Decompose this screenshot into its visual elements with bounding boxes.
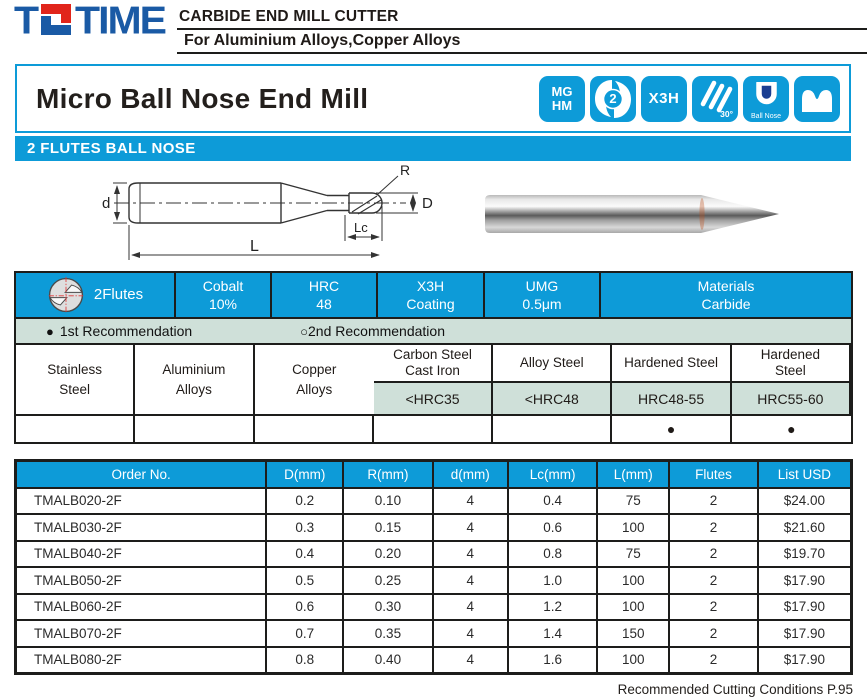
lc-cell: 0.4: [508, 488, 597, 515]
flutes-cell: 2: [669, 567, 758, 594]
table-row: [16, 541, 852, 568]
page-header: [0, 0, 867, 54]
l-cell: 100: [597, 594, 669, 621]
feature-badges: [539, 76, 840, 122]
lc-cell: 1.0: [508, 567, 597, 594]
shank-cell: 4: [433, 567, 508, 594]
brand-logo: [14, 2, 165, 40]
dot-aluminium: ●: [612, 416, 731, 442]
hrc-range-hardened-2: HRC55-60: [732, 383, 851, 416]
dim-label-d: d: [102, 195, 111, 212]
spec-materials-line1: Materials: [697, 277, 755, 294]
table-row: [16, 594, 852, 621]
order-no-cell: TMALB040-2F: [16, 541, 267, 568]
material-copper-alloys: Copper Alloys: [255, 345, 374, 416]
d-cell: 0.4: [266, 541, 343, 568]
spec-cell-cobalt: [176, 273, 272, 317]
lc-cell: 1.4: [508, 620, 597, 647]
tool-photo: [482, 191, 787, 237]
spec-coating-line2: Coating: [406, 296, 455, 312]
col-header-order-no: Order No.: [16, 461, 267, 488]
dot-hardened-2: [374, 416, 493, 442]
l-cell: 100: [597, 647, 669, 674]
d-cell: 0.8: [266, 647, 343, 674]
order-no-cell: TMALB060-2F: [16, 594, 267, 621]
spec-cell-materials: [601, 273, 851, 317]
lc-cell: 0.8: [508, 541, 597, 568]
col-header-shank-mm: d(mm): [433, 461, 508, 488]
r-cell: 0.20: [343, 541, 432, 568]
badge-helix-angle-text: 30°: [720, 108, 733, 119]
dimension-drawing: [100, 163, 450, 267]
l-cell: 100: [597, 567, 669, 594]
material-carbon-steel: Carbon Steel Cast Iron: [374, 345, 493, 383]
badge-ball-nose-caption: Ball Nose: [751, 112, 781, 120]
product-title-box: [15, 64, 851, 133]
material-alloy-steel: Alloy Steel: [493, 345, 612, 383]
flutes-cell: 2: [669, 594, 758, 621]
legend-second-label: 2nd Recommendation: [308, 323, 445, 339]
spec-hrc-line1: HRC: [308, 277, 340, 294]
ball-nose-cup-icon: [748, 82, 784, 110]
spec-umg-line2: 0.5μm: [522, 296, 562, 312]
spec-cobalt-line1: Cobalt: [202, 277, 244, 294]
recommendation-legend: [16, 317, 851, 343]
flutes-cell: 2: [669, 647, 758, 674]
shank-cell: 4: [433, 514, 508, 541]
spec-umg-line1: UMG: [525, 277, 559, 294]
shank-cell: 4: [433, 647, 508, 674]
badge-flute-count-number: 2: [609, 91, 617, 106]
logo-o-mark-icon: [41, 4, 71, 35]
material-aluminium-alloys: Aluminium Alloys: [135, 345, 254, 416]
l-cell: 150: [597, 620, 669, 647]
d-cell: 0.6: [266, 594, 343, 621]
order-no-cell: TMALB020-2F: [16, 488, 267, 515]
product-table: [14, 459, 853, 675]
logo-text-suffix: TIME: [75, 0, 165, 42]
l-cell: 75: [597, 488, 669, 515]
diagram-section: [14, 161, 853, 269]
spec-cell-umg: [485, 273, 601, 317]
badge-profile-shape: [794, 76, 840, 122]
order-no-cell: TMALB030-2F: [16, 514, 267, 541]
material-stainless-steel: Stainless Steel: [16, 345, 135, 416]
spec-flutes-label: 2Flutes: [93, 286, 144, 304]
order-no-cell: TMALB050-2F: [16, 567, 267, 594]
price-cell: $17.90: [758, 594, 852, 621]
dot-carbon: [16, 416, 135, 442]
filled-dot-icon: ●: [46, 323, 54, 339]
shank-cell: 4: [433, 541, 508, 568]
spec-cell-hrc: [272, 273, 378, 317]
price-cell: $17.90: [758, 620, 852, 647]
hrc-range-carbon: <HRC35: [374, 383, 493, 416]
spec-header-row: [16, 273, 851, 317]
d-cell: 0.5: [266, 567, 343, 594]
col-header-d-mm: D(mm): [266, 461, 343, 488]
spec-cell-flutes: [16, 273, 176, 317]
r-cell: 0.15: [343, 514, 432, 541]
legend-second-recommendation: [300, 323, 445, 339]
badge-coating-x3h: [641, 76, 687, 122]
spec-cobalt-line2: 10%: [208, 296, 238, 312]
flutes-cell: 2: [669, 488, 758, 515]
dim-label-r: R: [400, 163, 411, 178]
flutes-cell: 2: [669, 541, 758, 568]
materials-grid: [16, 343, 851, 442]
shank-cell: 4: [433, 594, 508, 621]
lc-cell: 1.6: [508, 647, 597, 674]
spec-coating-line1: X3H: [416, 277, 445, 294]
price-cell: $24.00: [758, 488, 852, 515]
tagline-primary: CARBIDE END MILL CUTTER: [177, 2, 867, 30]
r-cell: 0.30: [343, 594, 432, 621]
badge-helix-angle: [692, 76, 738, 122]
series-subtitle-bar: [15, 136, 851, 161]
spec-materials-table: [14, 271, 853, 444]
r-cell: 0.35: [343, 620, 432, 647]
badge-material-mghm: [539, 76, 585, 122]
lc-cell: 0.6: [508, 514, 597, 541]
two-flute-endview-icon: [47, 276, 85, 314]
spec-hrc-line2: 48: [316, 296, 332, 312]
logo-text-prefix: T: [14, 0, 38, 42]
dot-stainless: [493, 416, 612, 442]
hrc-range-alloy: <HRC48: [493, 383, 612, 416]
material-hardened-steel-1: Hardened Steel: [612, 345, 731, 383]
r-cell: 0.10: [343, 488, 432, 515]
hollow-dot-icon: ○: [300, 323, 309, 339]
col-header-r-mm: R(mm): [343, 461, 432, 488]
d-cell: 0.2: [266, 488, 343, 515]
col-header-list-usd: List USD: [758, 461, 852, 488]
r-cell: 0.25: [343, 567, 432, 594]
flutes-cell: 2: [669, 514, 758, 541]
material-hardened-steel-2: Hardened Steel: [732, 345, 851, 383]
table-row: [16, 647, 852, 674]
dim-label-big-d: D: [422, 195, 433, 212]
legend-first-recommendation: [46, 323, 192, 339]
dot-hardened-1: [255, 416, 374, 442]
table-row: [16, 514, 852, 541]
series-subtitle-text: 2 FLUTES BALL NOSE: [27, 140, 196, 157]
hrc-range-hardened-1: HRC48-55: [612, 383, 731, 416]
dot-copper: ●: [787, 421, 796, 437]
table-row: [16, 488, 852, 515]
order-no-cell: TMALB070-2F: [16, 620, 267, 647]
price-cell: $21.60: [758, 514, 852, 541]
order-no-cell: TMALB080-2F: [16, 647, 267, 674]
d-cell: 0.3: [266, 514, 343, 541]
shank-cell: 4: [433, 620, 508, 647]
badge-flute-count: [590, 76, 636, 122]
spec-cell-coating: [378, 273, 485, 317]
price-cell: $17.90: [758, 567, 852, 594]
flutes-cell: 2: [669, 620, 758, 647]
dot-alloy: [135, 416, 254, 442]
l-cell: 100: [597, 514, 669, 541]
col-header-lc-mm: Lc(mm): [508, 461, 597, 488]
badge-coating-text: X3H: [648, 90, 680, 107]
col-header-l-mm: L(mm): [597, 461, 669, 488]
l-cell: 75: [597, 541, 669, 568]
lc-cell: 1.2: [508, 594, 597, 621]
page-title: Micro Ball Nose End Mill: [36, 82, 369, 114]
badge-mghm-line2: HM: [551, 97, 573, 113]
col-header-flutes: Flutes: [669, 461, 758, 488]
header-taglines: [177, 2, 867, 54]
price-cell: $17.90: [758, 647, 852, 674]
spec-materials-line2: Carbide: [701, 296, 751, 312]
tagline-secondary: For Aluminium Alloys,Copper Alloys: [177, 30, 867, 54]
dim-label-l: L: [250, 238, 259, 255]
table-row: [16, 620, 852, 647]
footer-note: Recommended Cutting Conditions P.95: [617, 681, 853, 697]
r-cell: 0.40: [343, 647, 432, 674]
product-table-header-row: [16, 461, 852, 488]
table-row: [16, 567, 852, 594]
badge-ball-nose: [743, 76, 789, 122]
shank-cell: 4: [433, 488, 508, 515]
d-cell: 0.7: [266, 620, 343, 647]
legend-first-label: 1st Recommendation: [59, 323, 193, 339]
badge-mghm-line1: MG: [551, 83, 573, 99]
dim-label-lc: Lc: [354, 220, 368, 235]
price-cell: $19.70: [758, 541, 852, 568]
groove-profile-icon: [795, 77, 839, 121]
